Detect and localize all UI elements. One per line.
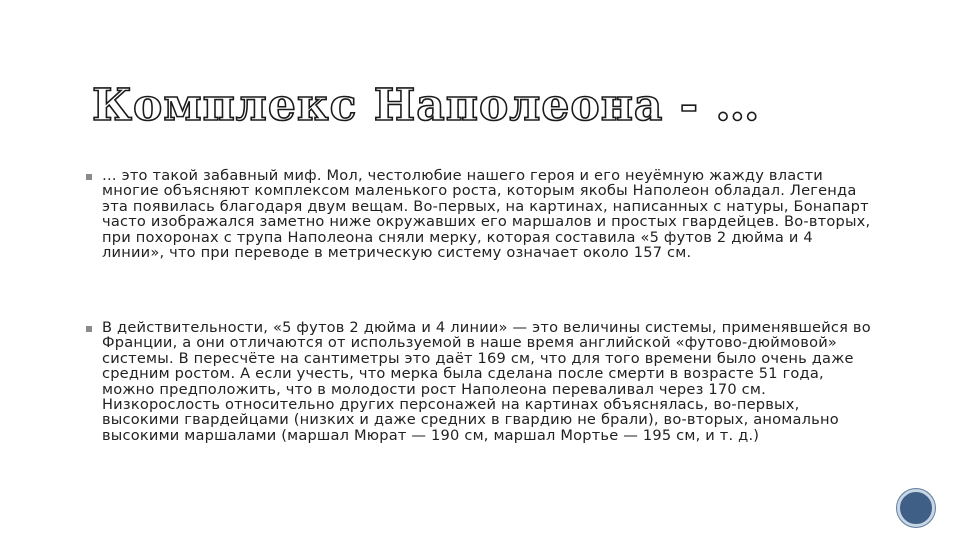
bullet-text: … это такой забавный миф. Мол, честолюбие нашего героя и его неуёмную жажду власти многие объясняют комплексом маленького роста, которым якобы Наполеон обладал. Легенда эта появилась благодаря двум вещам. Во-первых, на картинах, написанных с натуры, Бонапарт часто изображался заметно ниже окружавших его маршалов и простых гвардейцев. Во-вторых, при похоронах с трупа Наполеона сняли мерку, которая составила «5 футов 2 дюйма и 4 линии», что при переводе в метрическую систему означает около 157 см.	[102, 167, 871, 262]
bullet-item	[86, 168, 876, 260]
slide-title: Комплекс Наполеона - …	[92, 80, 761, 131]
bullet-item	[86, 320, 876, 443]
bullet-text: В действительности, «5 футов 2 дюйма и 4 линии» — это величины системы, применявшейся во Франции, а они отличаются от используемой в наше время английской «футово-дюймовой» системы. В пересчёте на сантиметры это даёт 169 см, что для того времени было очень даже средним ростом. А если учесть, что мерка была сделана после смерти в возрасте 51 года, можно предположить, что в молодости рост Наполеона переваливал через 170 см. Низкорослость относительно других персонажей на картинах объяснялась, во-первых, высокими гвардейцами (низких и даже средних в гвардию не брали), во-вторых, аномально высокими маршалами (маршал Мюрат — 190 см, маршал Мортье — 195 см, и т. д.)	[102, 319, 871, 444]
bullet-square-icon	[86, 326, 92, 332]
bullet-square-icon	[86, 174, 92, 180]
round-navigation-button-icon[interactable]	[897, 489, 935, 527]
